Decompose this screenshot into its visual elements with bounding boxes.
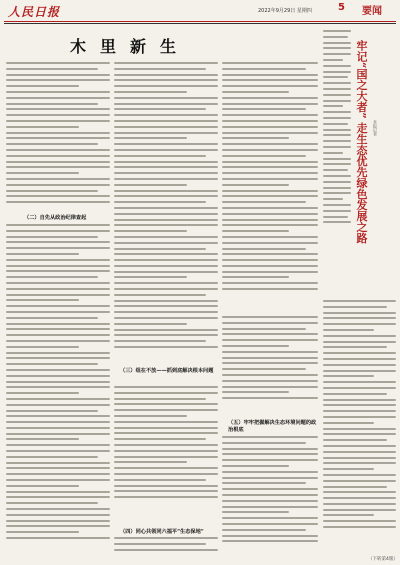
masthead-logo: 人民日报 — [8, 5, 61, 19]
subhead-1: （二）自先从政治纪律查起 — [24, 215, 87, 221]
text-column-2b — [114, 386, 218, 526]
commentary-title: 牢记“国之大者” 走生态优先绿色发展之路 — [355, 40, 368, 244]
continuation-note: （下转第4版） — [368, 557, 398, 562]
text-column-2c — [114, 537, 218, 559]
section-name: 要闻 — [362, 6, 382, 17]
text-column-1b — [6, 224, 110, 554]
text-column-3 — [222, 62, 318, 312]
subhead-3: （四）同心共领同六福平“生态保地” — [120, 529, 204, 535]
page-header — [0, 0, 400, 22]
article-title: 木里新生 — [70, 37, 191, 56]
text-column-1 — [6, 62, 110, 222]
right-text-top — [323, 30, 351, 240]
commentary-author: 本报记者 — [373, 120, 378, 136]
header-rule-black — [4, 23, 396, 24]
subhead-2: （三）组在不放——抓到底解决根本问题 — [120, 368, 214, 374]
subhead-4: （五）牢牢把握解决生态环境问题的政治根底 — [228, 420, 317, 433]
issue-date: 2022年9月29日 星期四 — [258, 8, 312, 14]
page-number: 5 — [338, 2, 345, 13]
text-column-3b — [222, 316, 318, 416]
text-column-2 — [114, 62, 218, 362]
text-column-3c — [222, 436, 318, 554]
header-rule-red — [4, 21, 396, 22]
right-text-bottom — [323, 300, 396, 550]
